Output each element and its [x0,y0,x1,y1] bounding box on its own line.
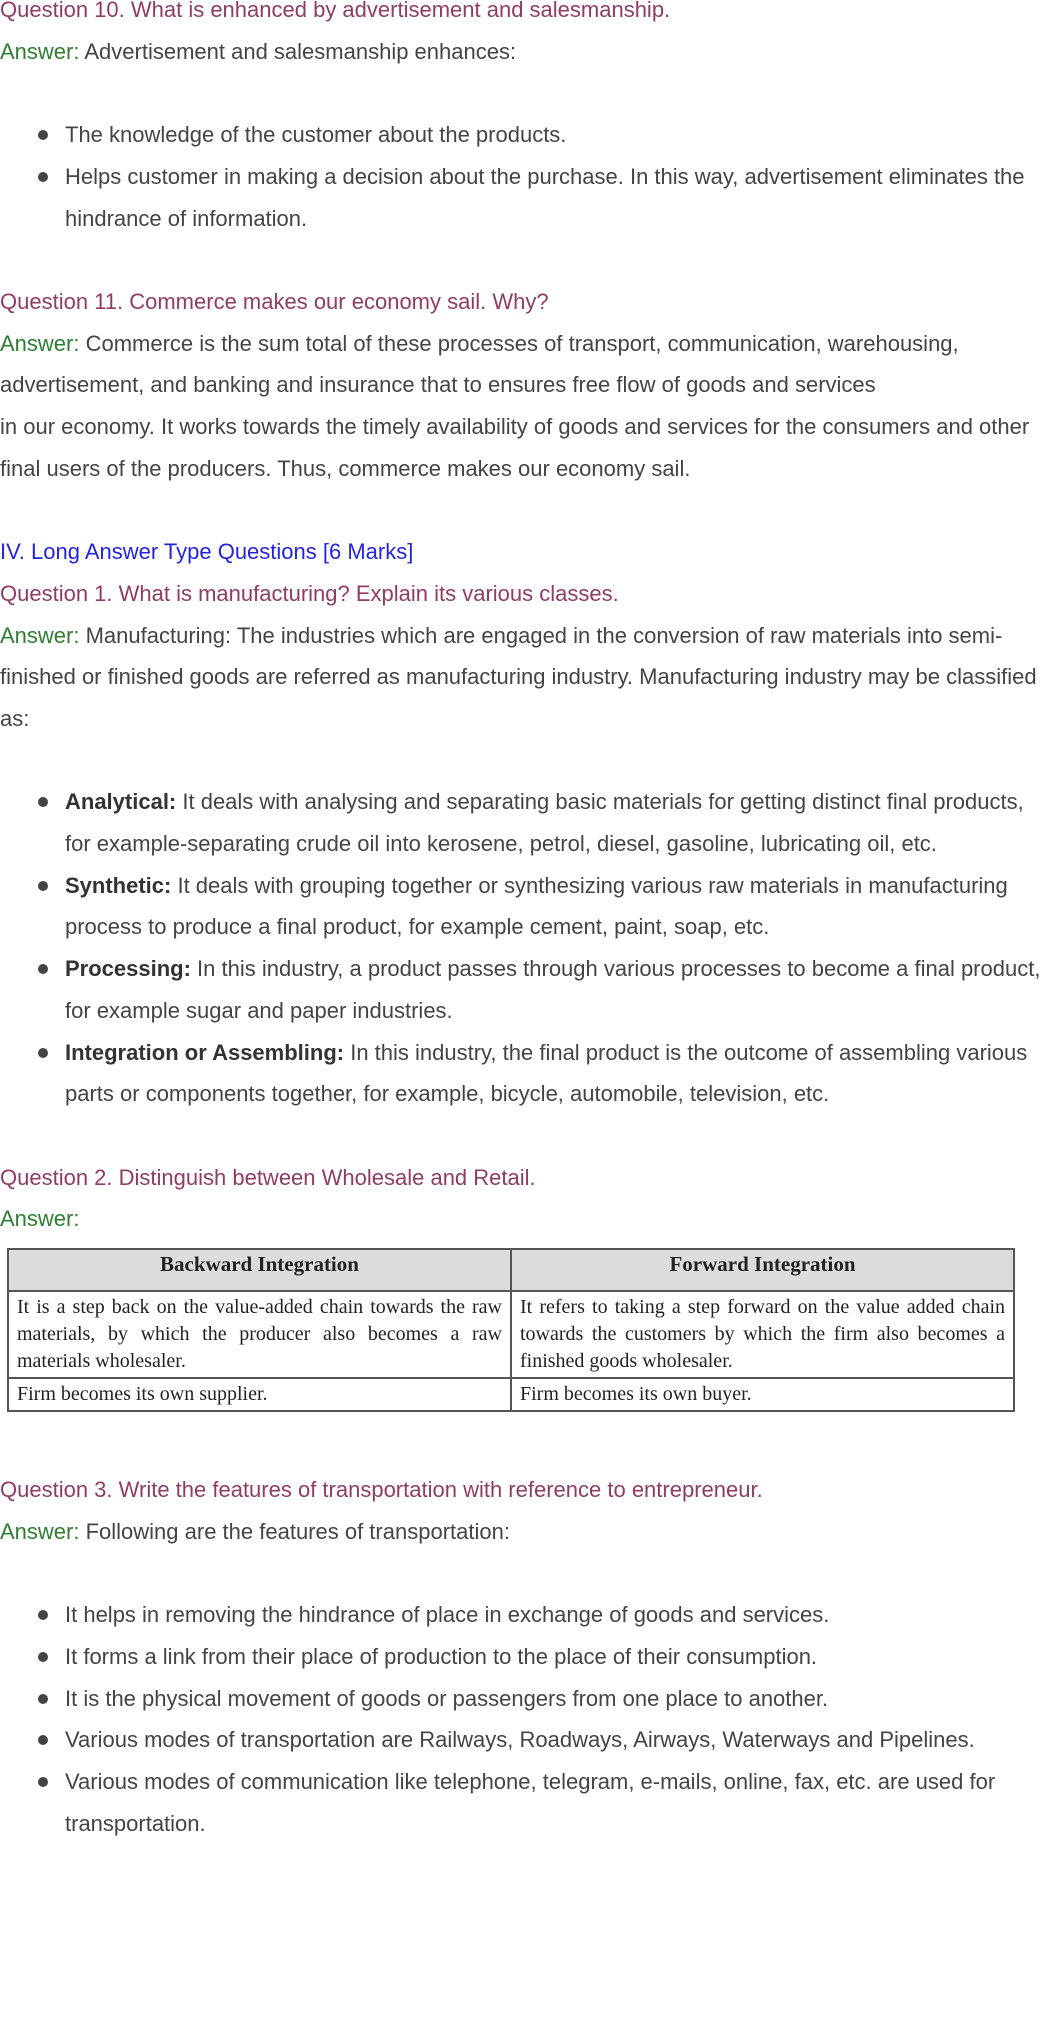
answer-paragraph [0,323,1055,406]
term: Synthetic: [65,872,172,898]
table-cell: Firm becomes its own supplier. [8,1378,511,1411]
question-heading: Question 2. Distinguish between Wholesale and Retail. [0,1164,536,1190]
question-heading: Question 3. Write the features of transportation with reference to entrepreneur. [0,1477,763,1503]
list-item [0,948,1055,1031]
table-header: Backward Integration [8,1249,511,1291]
list-item [0,865,1055,948]
section-heading: IV. Long Answer Type Questions [6 Marks] [0,539,414,565]
question-heading: Question 11. Commerce makes our economy sail. Why? [0,288,549,314]
bullet-list [0,781,1055,1115]
term: Integration or Assembling: [65,1039,345,1065]
list-item: Various modes of communication like telephone, telegram, e-mails, online, fax, etc. are used for transportation. [0,1761,1055,1844]
answer-text: Commerce is the sum total of these processes of transport, communication, warehousing, advertisement, and banking and insurance that to ensures free flow of goods and services [0,330,959,398]
table-row [8,1378,1014,1411]
answer-label: Answer: [0,1206,80,1232]
question-11 [0,281,1055,490]
answer-text: Manufacturing: The industries which are engaged in the conversion of raw materials into semi-finished or finished goods are referred as manufacturing industry. Manufacturing industry may be classified as: [0,622,1037,731]
question-3 [0,1469,1055,1844]
question-1 [0,573,1055,1115]
question-heading: Question 1. What is manufacturing? Explain its various classes. [0,580,619,606]
answer-paragraph [0,615,1055,740]
term-text: It deals with grouping together or synthesizing various raw materials in manufacturing process to produce a final product, for example cement, paint, soap, etc. [65,872,1008,940]
list-item: It forms a link from their place of production to the place of their consumption. [0,1636,1055,1678]
list-item: It helps in removing the hindrance of place in exchange of goods and services. [0,1594,1055,1636]
answer-paragraph [0,1511,1055,1553]
list-item: Various modes of transportation are Railways, Roadways, Airways, Waterways and Pipelines. [0,1719,1055,1761]
table-header: Forward Integration [511,1249,1014,1291]
list-item [0,1032,1055,1115]
answer-text: Following are the features of transportation: [79,1518,510,1544]
term-text: In this industry, a product passes through various processes to become a final product, for example sugar and paper industries. [65,956,1041,1023]
term: Analytical: [65,789,177,815]
comparison-table-image [7,1248,1015,1412]
list-item: The knowledge of the customer about the products. [0,114,1055,156]
table-cell: Firm becomes its own buyer. [511,1378,1014,1411]
list-item: Helps customer in making a decision about the purchase. In this way, advertisement eliminates the hindrance of information. [0,156,1055,239]
list-item [0,781,1055,864]
answer-label: Answer: [0,1518,80,1544]
question-2 [0,1157,1055,1412]
answer-label: Answer: [0,38,80,64]
list-item: It is the physical movement of goods or passengers from one place to another. [0,1678,1055,1720]
table-row [8,1291,1014,1378]
answer-paragraph [0,31,1055,73]
term-text: In this industry, the final product is the outcome of assembling various parts or components together, for example, bicycle, automobile, television, etc. [65,1039,1028,1107]
answer-label: Answer: [0,622,80,648]
bullet-list [0,114,1055,239]
term-text: It deals with analysing and separating basic materials for getting distinct final products, for example-separating crude oil into kerosene, petrol, diesel, gasoline, lubricating oil, etc. [65,789,1024,856]
table-cell: It refers to taking a step forward on the value added chain towards the customers by which the firm also becomes a finished goods wholesaler. [511,1291,1014,1378]
answer-text: Advertisement and salesmanship enhances: [79,38,517,64]
bullet-list [0,1594,1055,1844]
table-header-row [8,1249,1014,1291]
answer-label: Answer: [0,330,80,356]
table-cell: It is a step back on the value-added chain towards the raw materials, by which the producer also becomes a raw materials wholesaler. [8,1291,511,1378]
question-heading: Question 10. What is enhanced by advertisement and salesmanship. [0,0,671,22]
answer-paragraph: in our economy. It works towards the timely availability of goods and services for the consumers and other final users of the producers. Thus, commerce makes our economy sail. [0,414,1030,481]
comparison-table [7,1248,1015,1412]
question-10 [0,0,1055,239]
term: Processing: [65,956,191,982]
